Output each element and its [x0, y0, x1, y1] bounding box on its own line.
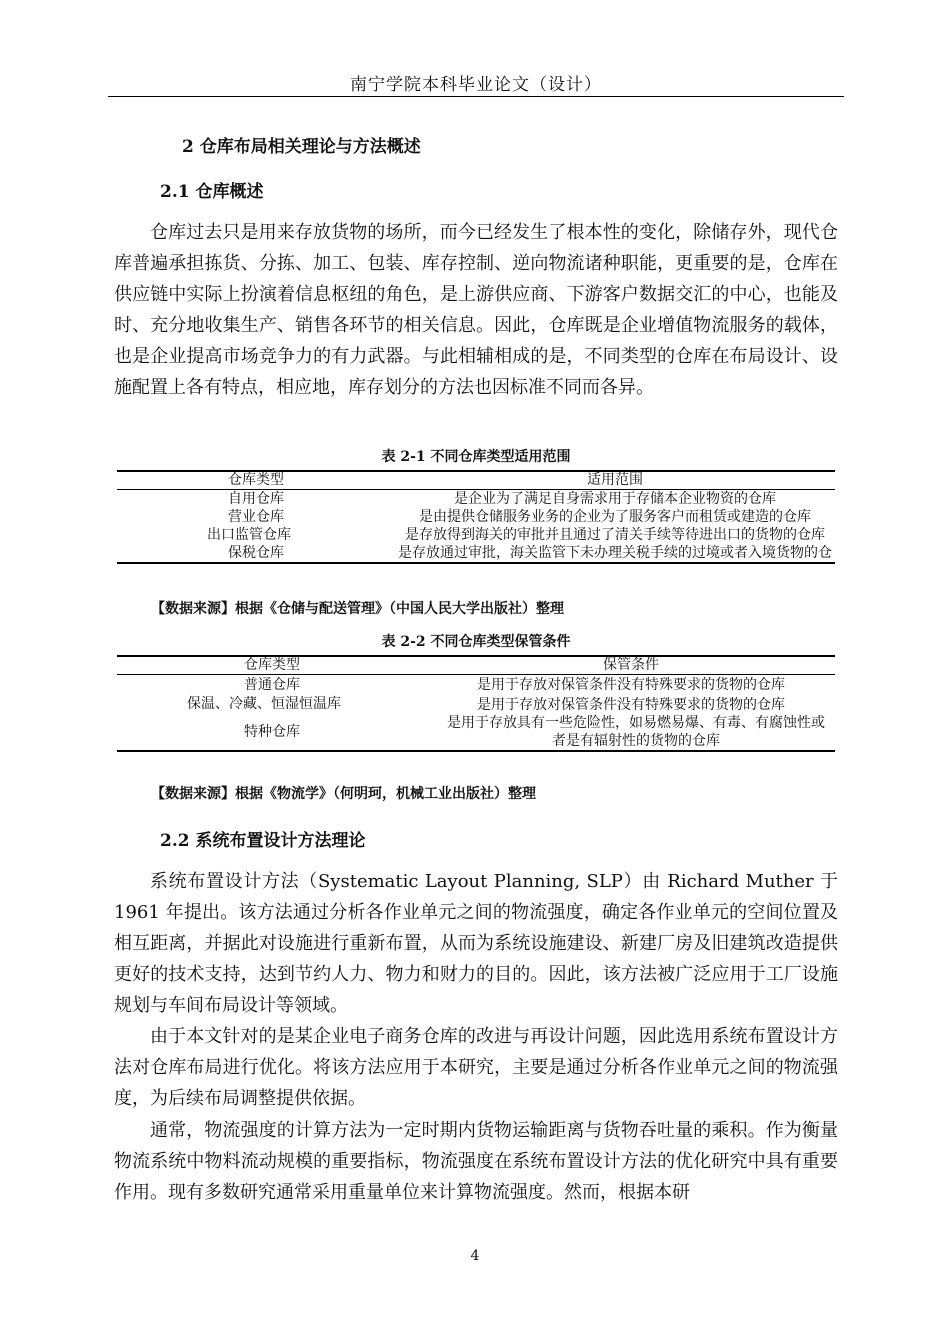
table-row	[117, 675, 835, 696]
header-rule	[108, 96, 844, 97]
table-1-source: 【数据来源】根据《仓储与配送管理》（中国人民大学出版社）整理	[151, 601, 564, 617]
running-header: 南宁学院本科毕业论文（设计）	[350, 75, 602, 95]
table-cell: 是存放通过审批，海关监管下未办理关税手续的过境或者入境货物的仓	[398, 545, 832, 561]
table-header-cell: 仓库类型	[117, 656, 427, 675]
page-number: 4	[470, 1248, 480, 1264]
table-row	[117, 544, 835, 563]
table-header-cell: 仓库类型	[117, 471, 395, 490]
table-cell: 保税仓库	[228, 545, 284, 561]
table-2-source: 【数据来源】根据《物流学》（何明珂，机械工业出版社）整理	[151, 786, 536, 802]
table-cell: 是由提供仓储服务业务的企业为了服务客户而租赁或建造的仓库	[419, 509, 811, 525]
table-1-caption: 表 2-1 不同仓库类型适用范围	[381, 449, 571, 465]
table-row	[117, 490, 835, 509]
table-cell: 是存放得到海关的审批并且通过了清关手续等待进出口的货物的仓库	[405, 527, 825, 543]
table-cell: 出口监管仓库	[207, 527, 291, 543]
section-2-2-heading: 2.2 系统布置设计方法理论	[160, 831, 366, 851]
table-row	[117, 714, 835, 751]
table-cell: 特种仓库	[244, 724, 300, 740]
table-row	[117, 526, 835, 544]
table-row	[117, 508, 835, 526]
table-cell: 营业仓库	[228, 509, 284, 525]
table-header-cell: 保管条件	[427, 656, 835, 675]
section-2-1-paragraph: 仓库过去只是用来存放货物的场所，而今已经发生了根本性的变化，除储存外，现代仓库普遍承担拣货、分拣、加工、包装、库存控制、逆向物流诸种职能，更重要的是，仓库在供应链中实际上扮演着信息枢纽的角色，是上游供应商、下游客户数据交汇的中心，也能及时、充分地收集生产、销售各环节的相关信息。因此，仓库既是企业增值物流服务的载体，也是企业提高市场竞争力的有力武器。与此相辅相成的是，不同类型的仓库在布局设计、设施配置上各有特点，相应地，库存划分的方法也因标准不同而各异。	[114, 222, 838, 398]
table-cell: 是用于存放具有一些危险性，如易燃易爆、有毒、有腐蚀性或者是有辐射性的货物的仓库	[447, 715, 825, 749]
table-cell: 保温、冷藏、恒湿恒温库	[187, 696, 341, 712]
section-2-2-paragraph-1: 系统布置设计方法（Systematic Layout Planning, SLP）由 Richard Muther 于 1961 年提出。该方法通过分析各作业单元之间的物流强度，确定各作业单元的空间位置及相互距离，并据此对设施进行重新布置，从而为系统设施建设、新建厂房及旧建筑改造提供更好的技术支持，达到节约人力、物力和财力的目的。因此，该方法被广泛应用于工厂设施规划与车间布局设计等领域。	[114, 871, 838, 1016]
table-cell: 普通仓库	[244, 677, 300, 693]
table-cell: 是用于存放对保管条件没有特殊要求的货物的仓库	[477, 696, 785, 713]
table-header-row	[117, 471, 835, 490]
section-2-2-paragraph-3: 通常，物流强度的计算方法为一定时期内货物运输距离与货物吞吐量的乘积。作为衡量物流系统中物料流动规模的重要指标，物流强度在系统布置设计方法的优化研究中具有重要作用。现有多数研究通常采用重量单位来计算物流强度。然而，根据本研	[114, 1120, 838, 1203]
section-2-2-paragraph-2: 由于本文针对的是某企业电子商务仓库的改进与再设计问题，因此选用系统布置设计方法对仓库布局进行优化。将该方法应用于本研究，主要是通过分析各作业单元之间的物流强度，为后续布局调整提供依据。	[114, 1026, 838, 1109]
table-2	[117, 655, 835, 752]
table-cell: 是企业为了满足自身需求用于存储本企业物资的仓库	[454, 491, 776, 507]
table-1	[117, 470, 835, 564]
section-2-heading: 2 仓库布局相关理论与方法概述	[182, 137, 421, 157]
table-cell: 是用于存放对保管条件没有特殊要求的货物的仓库	[477, 677, 785, 693]
table-header-cell: 适用范围	[395, 471, 835, 490]
table-row	[117, 695, 835, 714]
table-2-caption: 表 2-2 不同仓库类型保管条件	[381, 634, 571, 650]
table-header-row	[117, 656, 835, 675]
section-2-1-heading: 2.1 仓库概述	[160, 182, 264, 202]
table-cell: 自用仓库	[228, 491, 284, 507]
